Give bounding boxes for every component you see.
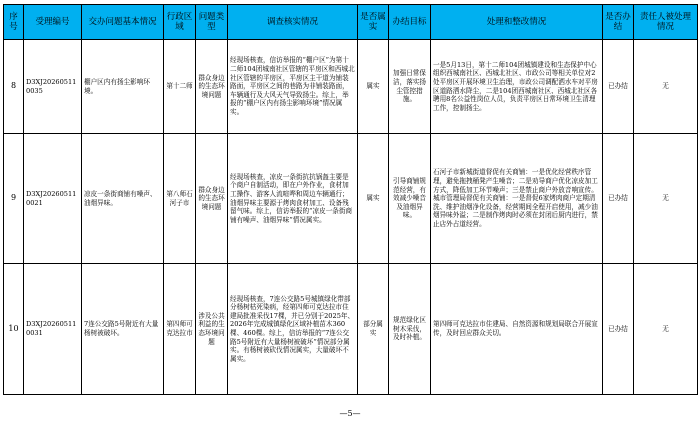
header-issue: 交办问题基本情况 [82, 5, 164, 40]
cell-region: 第四师可克达拉市 [164, 264, 196, 395]
cell-investigation: 经现场核查，凉皮一条街抗抗锅盔主要是个商户自制活动，即在户外作业，食材加工操作、游客人流喧哗和周边车辆通行；油烟异味主要源于烤肉食材加工、设备残留气味。综上，信访举报的“凉皮一条街商铺有噪声、油烟异味”情况属实。 [228, 134, 358, 264]
cell-type: 群众身边的生态环境问题 [196, 40, 228, 134]
case-table [3, 4, 698, 395]
cell-closed: 已办结 [603, 134, 634, 264]
cell-verified: 属实 [358, 134, 389, 264]
cell-type: 涉及公共利益的生态环境问题 [196, 264, 228, 395]
cell-issue: 凉皮一条街商铺有噪声、油烟异味。 [82, 134, 164, 264]
header-row [4, 5, 698, 40]
header-type: 问题类型 [196, 5, 228, 40]
cell-investigation: 经现场核查，信访举报的“棚户区”为第十二师104团城南社区管辖的平房区和西城北社区管辖的平房区，平房区主干道为铺装路面，平房区之间的巷路为非铺装路面，车辆通行及大风天气导致扬尘。综上，举报的“棚户区内有扬尘影响环境”情况属实。 [228, 40, 358, 134]
cell-id: D3XJ202605110031 [24, 264, 82, 395]
cell-goal: 加强日常保洁，落实扬尘管控措施。 [389, 40, 431, 134]
cell-id: D3XJ202605110021 [24, 134, 82, 264]
cell-type: 群众身边的生态环境问题 [196, 134, 228, 264]
cell-handling: 石河子市新城街道督促有关商铺：一是优化经营秩序管理，避免拖拽桶凳产生噪音；二是劝导商户优化凉皮加工方式，降低加工环节噪声；三是禁止商户外放音响宣传。城市管理局督促有关商铺：一是督促6家烤肉商户定期清洗、维护油烟净化设备，经营期间全程开启使用，减少油烟异味外溢；二是制作烤肉时必须在封闭后厨内进行，禁止店外占道经营。 [431, 134, 603, 264]
cell-investigation: 经现场核查，7连公交路5号城镇绿化带部分杨树枯死染病，经第四师可克达拉市住建局批准采伐17棵，并已分别于2025年、2026年完成城镇绿化区域补植苗木360棵、460棵。综上，信访举报的“7连公交路5号附近有大量杨树被破坏”情况部分属实。有杨树被砍伐情况属实，大量破坏不属实。 [228, 264, 358, 395]
header-handling: 处理和整改情况 [431, 5, 603, 40]
cell-seq: 9 [4, 134, 24, 264]
header-goal: 办结目标 [389, 5, 431, 40]
cell-handling: 第四师可克达拉市住建局、自然资源和规划局联合开展宣传，及时回应群众关切。 [431, 264, 603, 395]
table-row [4, 134, 698, 264]
cell-region: 第十二师 [164, 40, 196, 134]
table-row [4, 40, 698, 134]
cell-handling: 一是5月13日，第十二师104团城镇建设和生态保护中心组织西城南社区、西城北社区、市政公司等相关单位对2处平房区开展环境卫生治理，市政公司调配洒水车对平房区道路洒水降尘，二是104团西城南社区、西城北社区各聘用8名公益性岗位人员，负责平房区日常环境卫生清理工作，控制扬尘。 [431, 40, 603, 134]
cell-seq: 10 [4, 264, 24, 395]
header-investigation: 调查核实情况 [228, 5, 358, 40]
cell-region: 第八师石河子市 [164, 134, 196, 264]
cell-issue: 棚户区内有扬尘影响环境。 [82, 40, 164, 134]
cell-verified: 部分属实 [358, 264, 389, 395]
header-verified: 是否属实 [358, 5, 389, 40]
cell-goal: 规范绿化区树木采伐，及时补植。 [389, 264, 431, 395]
cell-id: D3XJ202605110035 [24, 40, 82, 134]
page-number: —5— [339, 409, 361, 418]
header-seq: 序号 [4, 5, 24, 40]
cell-penalty: 无 [634, 264, 698, 395]
cell-seq: 8 [4, 40, 24, 134]
header-closed: 是否办结 [603, 5, 634, 40]
cell-issue: 7连公交路5号附近有大量杨树被破坏。 [82, 264, 164, 395]
table-row [4, 264, 698, 395]
cell-penalty: 无 [634, 40, 698, 134]
header-id: 受理编号 [24, 5, 82, 40]
header-penalty: 责任人被处理情况 [634, 5, 698, 40]
cell-goal: 引导商铺规范经营，有效减少噪音及油烟异味。 [389, 134, 431, 264]
cell-closed: 已办结 [603, 264, 634, 395]
cell-penalty: 无 [634, 134, 698, 264]
cell-closed: 已办结 [603, 40, 634, 134]
cell-verified: 属实 [358, 40, 389, 134]
header-region: 行政区域 [164, 5, 196, 40]
